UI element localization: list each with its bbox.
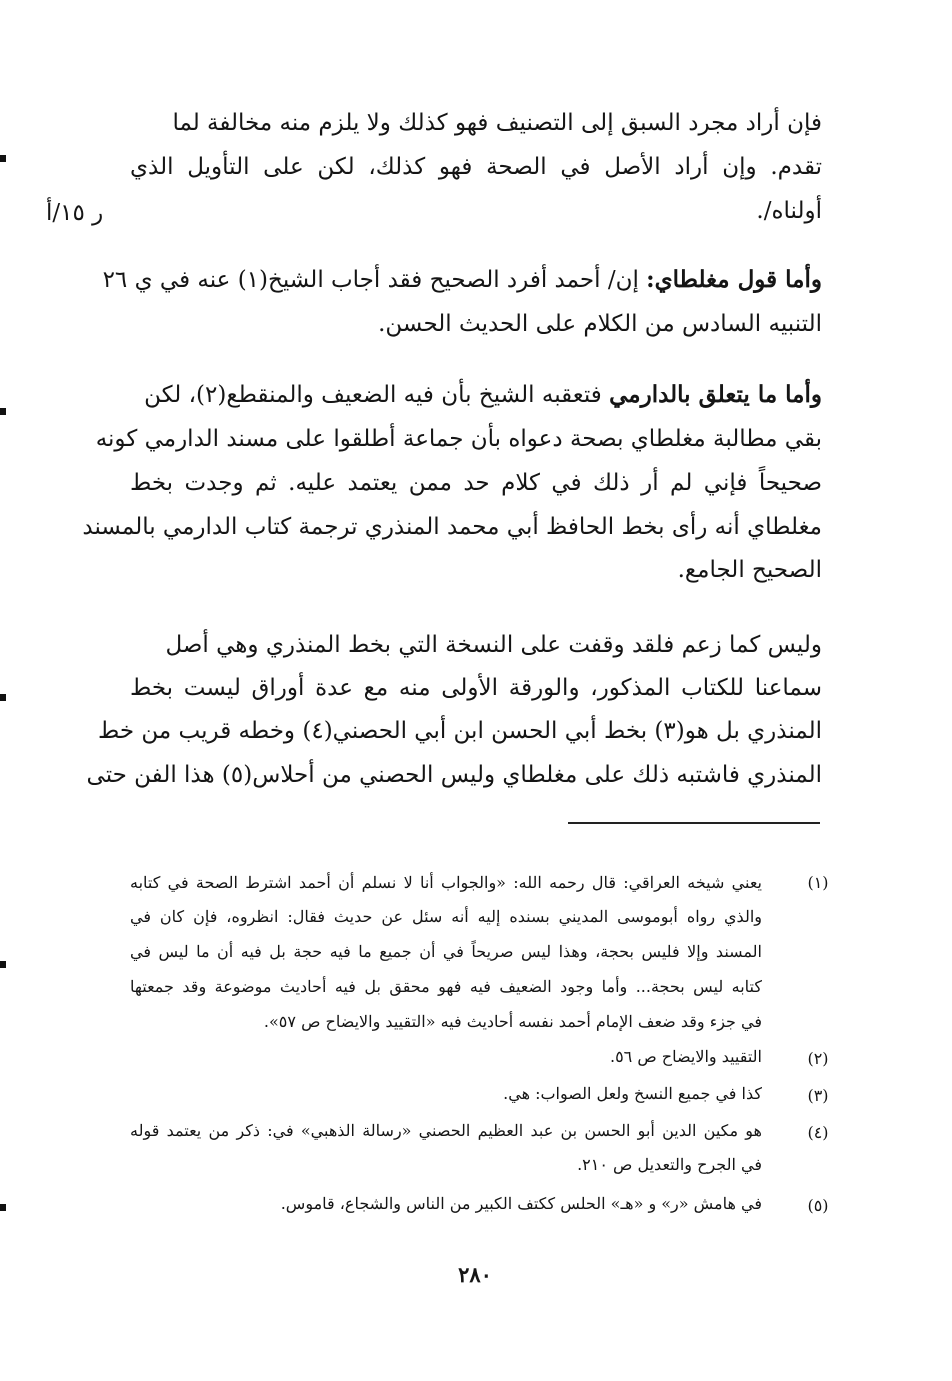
body-line: المنذري فاشتبه ذلك على مغلطاي وليس الحصني من أحلاس(٥) هذا الفن حتى [86,762,822,788]
body-line [144,381,822,408]
body-line: مغلطاي أنه رأى بخط الحافظ أبي محمد المنذري ترجمة كتاب الدارمي بالمسند [82,514,822,540]
margin-tick [0,408,6,415]
margin-tick [0,694,6,701]
footnote-line: التقييد والايضاح ص ٥٦. [609,1047,762,1066]
footnote-line: كذا في جميع النسخ ولعل الصواب: هي. [503,1084,762,1103]
margin-tick [0,961,6,968]
manuscript-folio-marker: ر ١٥/أ [46,200,104,226]
body-text: إن/ أحمد أفرد الصحيح فقد أجاب الشيخ(١) عنه في ي ٢٦ [102,267,647,293]
body-line: سماعنا للكتاب المذكور، والورقة الأولى منه مع عدة أوراق ليست بخط [130,675,822,701]
footnote-number: (٣) [807,1086,829,1105]
footnote-line: المسند وإلا فليس بحجة، وهذا ليس صريحاً في أن جميع ما فيه حجة بل فيه أن ما ليس في [130,942,762,961]
body-line: التنبيه السادس من الكلام على الحديث الحسن. [378,311,822,337]
margin-tick [0,1204,6,1211]
body-line: تقدم. وإن أراد الأصل في الصحة فهو كذلك، لكن على التأويل الذي [130,154,822,180]
footnote-line: هو مكين الدين أبو الحسن بن عبد العظيم الحصني «رسالة الذهبي» في: ذكر من يعتمد قوله [130,1121,762,1140]
bold-lead: وأما قول مغلطاي: [646,266,822,293]
body-line: وليس كما زعم فلقد وقفت على النسخة التي بخط المنذري وهي أصل [165,632,822,658]
body-line [102,266,822,293]
footnote-line: في هامش «ر» و «هـ» الحلس ككتف الكبير من الناس والشجاع، قاموس. [280,1194,762,1213]
body-text: فتعقبه الشيخ بأن فيه الضعيف والمنقطع(٢)، لكن [144,382,610,408]
footnote-number: (٤) [807,1123,829,1142]
footnote-number: (٢) [807,1049,829,1068]
body-line: بقي مطالبة مغلطاي بصحة دعواه بأن جماعة أطلقوا على مسند الدارمي كونه [95,426,822,452]
footnote-separator [568,822,820,824]
footnote-line: كتابه ليس بحجة... وأما وجود الضعيف فيه فهو محقق بل فيه أحاديث موضوعة وقد جمعتها [130,977,762,996]
footnote-line: في الجرح والتعديل ص ٢١٠. [577,1155,762,1174]
footnote-line: والذي رواه أبوموسى المديني بسنده إليه أنه سئل عن حديث فقال: انظروه، فإن كان في [130,907,762,926]
footnote-line: يعني شيخه العراقي: قال رحمه الله: «والجواب أنا لا نسلم أن أحمد اشترط الصحة في كتابه [130,873,762,892]
margin-tick [0,155,6,162]
footnote-line: في جزء وقد ضعف الإمام أحمد نفسه أحاديث فيه «التقييد والايضاح ص ٥٧». [263,1012,762,1031]
body-line: أولناه/. [756,198,822,224]
body-line: الصحيح الجامع. [677,557,822,583]
footnote-number: (٥) [807,1196,829,1215]
body-line: المنذري بل هو(٣) بخط أبي الحسن ابن أبي الحصني(٤) وخطه قريب من خط [98,718,822,744]
body-line: صحيحاً فإني لم أر ذلك في كلام حد ممن يعتمد عليه. ثم وجدت بخط [130,470,822,496]
bold-lead: وأما ما يتعلق بالدارمي [609,381,822,408]
page-number: ٢٨٠ [458,1262,492,1287]
body-line: فإن أراد مجرد السبق إلى التصنيف فهو كذلك ولا يلزم منه مخالفة لما [172,110,822,136]
footnote-number: (١) [807,873,829,892]
